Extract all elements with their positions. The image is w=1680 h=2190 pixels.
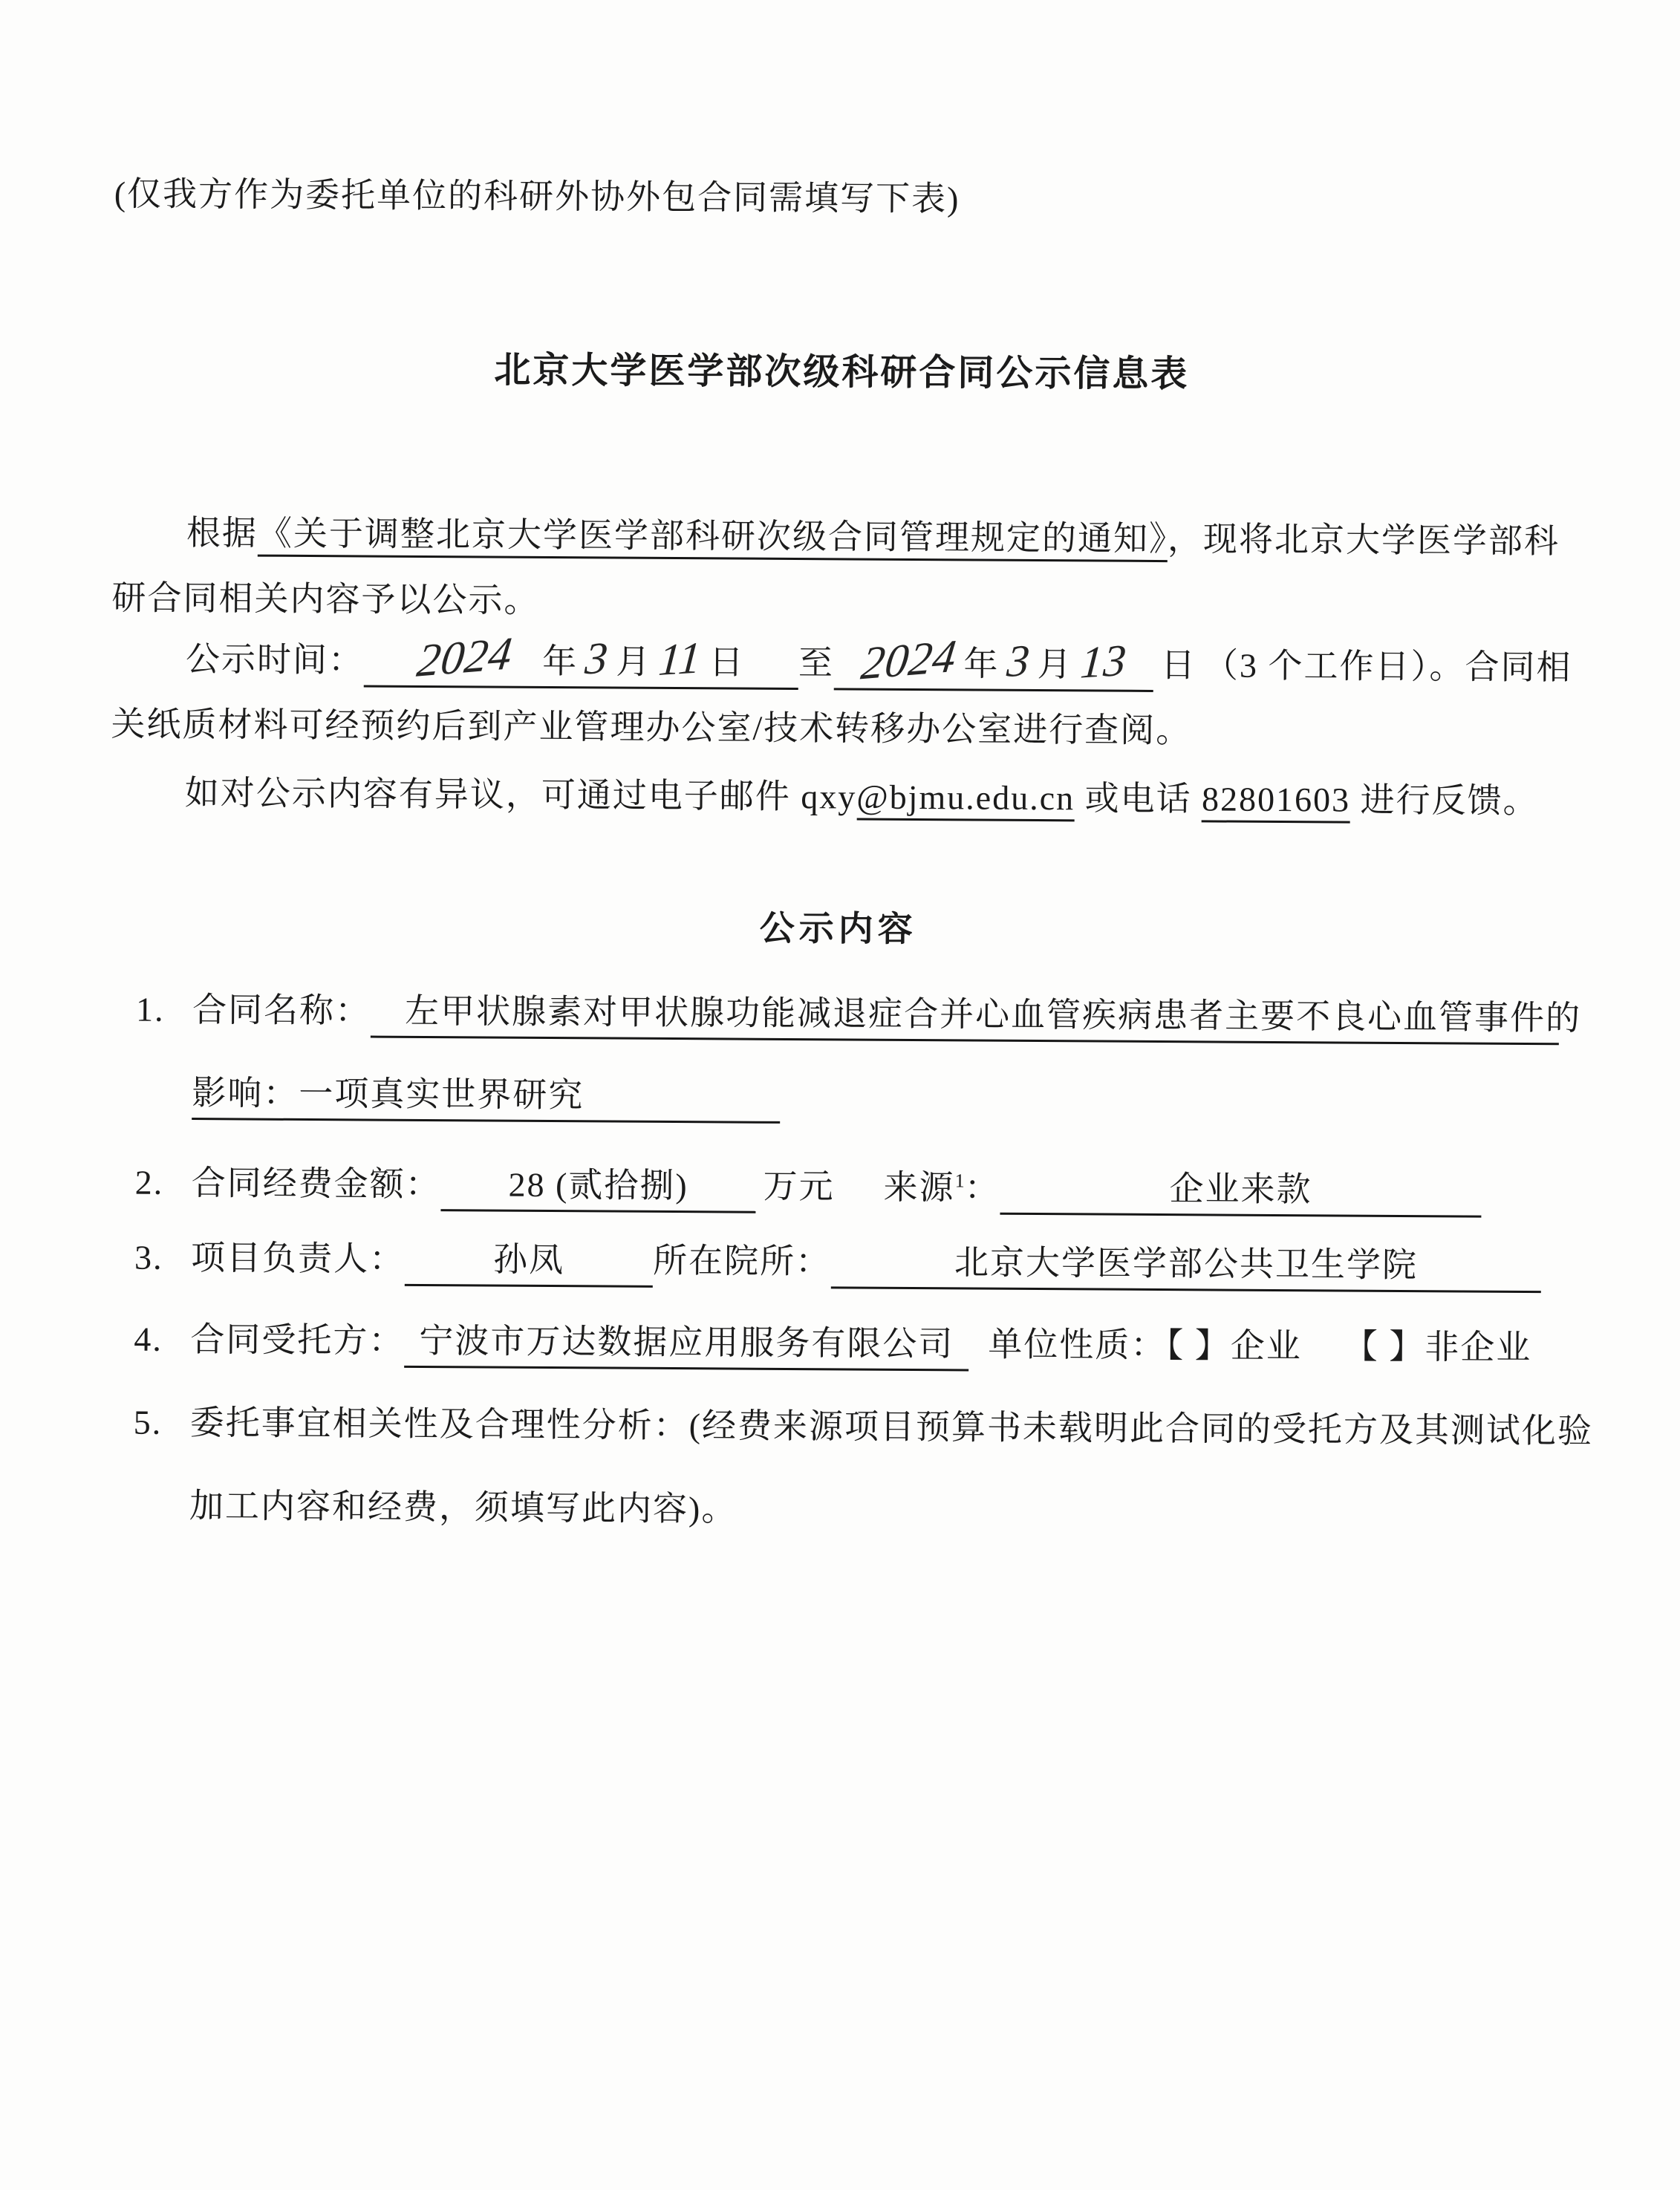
department-blank (831, 1239, 1541, 1293)
basis-line1 (112, 510, 1560, 564)
regulation-title: 《关于调整北京大学医学部科研次级合同管理规定的通知》 (258, 515, 1168, 562)
date-from-blank (364, 628, 798, 690)
item-leader (134, 1236, 1541, 1294)
funding-amount-blank (440, 1162, 755, 1213)
item-number: 2. (134, 1163, 164, 1202)
day-unit: 日 (1160, 646, 1197, 685)
contract-name-blank-line2 (192, 1071, 780, 1124)
item-analysis-line2 (133, 1484, 738, 1532)
contract-name-label: 合同名称： (192, 991, 371, 1030)
day-unit: 日 (709, 643, 745, 682)
contract-name-value-line1: 左甲状腺素对甲状腺功能减退症合并心血管疾病患者主要不良心血管事件的 (404, 991, 1582, 1037)
footnote-marker: 1 (954, 1170, 965, 1192)
funding-label: 合同经费金额： (191, 1164, 441, 1204)
feedback-mid: 或电话 (1074, 779, 1202, 818)
item-funding (134, 1154, 1481, 1218)
handwritten-month-from: 3 (583, 633, 611, 684)
item-number: 5. (133, 1403, 163, 1441)
page-title: 北京大学医学部次级科研合同公示信息表 (494, 349, 1190, 395)
note-top: (仅我方作为委托单位的科研外协外包合同需填写下表) (114, 175, 960, 218)
item-number: 3. (134, 1238, 163, 1277)
feedback-lead: 如对公示内容有异议，可通过电子邮件 (184, 773, 801, 816)
section-heading: 公示内容 (759, 909, 917, 950)
analysis-label: 委托事宜相关性及合理性分析： (189, 1404, 689, 1445)
year-unit: 年 (963, 645, 1000, 683)
year-unit: 年 (542, 642, 579, 681)
nature-option-non-enterprise: 【 】非企业 (1343, 1327, 1532, 1367)
nature-label: 单位性质： (988, 1325, 1167, 1365)
feedback-tail: 进行反馈。 (1349, 780, 1539, 821)
feedback-line (111, 770, 1539, 824)
handwritten-month-to: 3 (1004, 635, 1032, 687)
item-number: 4. (134, 1320, 163, 1358)
publicity-time-line1 (111, 628, 1572, 694)
department-label: 所在院所： (652, 1241, 832, 1281)
handwritten-year-to: 2024 (858, 630, 960, 690)
department-value: 北京大学医学部公共卫生学院 (954, 1243, 1419, 1285)
funding-source-label: 来源 (883, 1168, 955, 1207)
basis-after: ，现将北京大学医学部科 (1167, 520, 1560, 561)
handwritten-year-from: 2024 (414, 628, 516, 687)
date-to-word: 至 (798, 644, 835, 682)
item-analysis-line1 (134, 1401, 1594, 1454)
item-number: 1. (135, 990, 165, 1029)
funding-source-value: 企业来款 (1169, 1170, 1312, 1209)
leader-name-blank (405, 1237, 653, 1288)
leader-label: 项目负责人： (190, 1239, 406, 1278)
month-unit: 月 (1037, 645, 1073, 684)
contractor-label: 合同受托方： (190, 1320, 405, 1360)
funding-unit: 万元 (763, 1167, 835, 1206)
funding-source-blank (1000, 1166, 1481, 1218)
item-contract-name (135, 988, 1582, 1046)
email-domain: @bjmu.edu.cn (856, 778, 1075, 822)
basis-line2: 研合同相关内容予以公示。 (111, 579, 540, 619)
contract-name-value-line2: 影响：一项真实世界研究 (192, 1074, 585, 1115)
publicity-time-label: 公示时间： (185, 640, 365, 680)
contractor-value: 宁波市万达数据应用服务有限公司 (419, 1321, 954, 1363)
phone-number: 82801603 (1202, 780, 1350, 823)
leader-name-value: 孙凤 (492, 1240, 565, 1280)
funding-amount-value: 28 (贰拾捌) (508, 1165, 688, 1205)
contract-name-blank (371, 989, 1582, 1046)
nature-option-enterprise: 【 】企业 (1166, 1326, 1303, 1366)
email-user: qxy (801, 778, 857, 816)
publicity-after: （3 个工作日）。合同相 (1203, 646, 1572, 687)
basis-lead: 根据 (186, 514, 258, 553)
month-unit: 月 (616, 642, 652, 681)
paragraph-indent (111, 670, 186, 671)
publicity-time-line2: 关纸质材料可经预约后到产业管理办公室/技术转移办公室进行查阅。 (111, 705, 1192, 750)
contractor-blank (404, 1319, 968, 1372)
analysis-text-line1: (经费来源项目预算书未载明此合同的受托方及其测试化验 (688, 1407, 1594, 1450)
item-contract-name-line2 (135, 1071, 780, 1124)
date-to-blank (834, 630, 1153, 692)
handwritten-day-to: 13 (1078, 635, 1128, 688)
funding-source-colon: ： (964, 1168, 1000, 1208)
item-contractor (134, 1317, 1531, 1375)
analysis-text-line2: 加工内容和经费，须填写此内容)。 (189, 1487, 738, 1528)
handwritten-day-from: 11 (657, 633, 704, 685)
